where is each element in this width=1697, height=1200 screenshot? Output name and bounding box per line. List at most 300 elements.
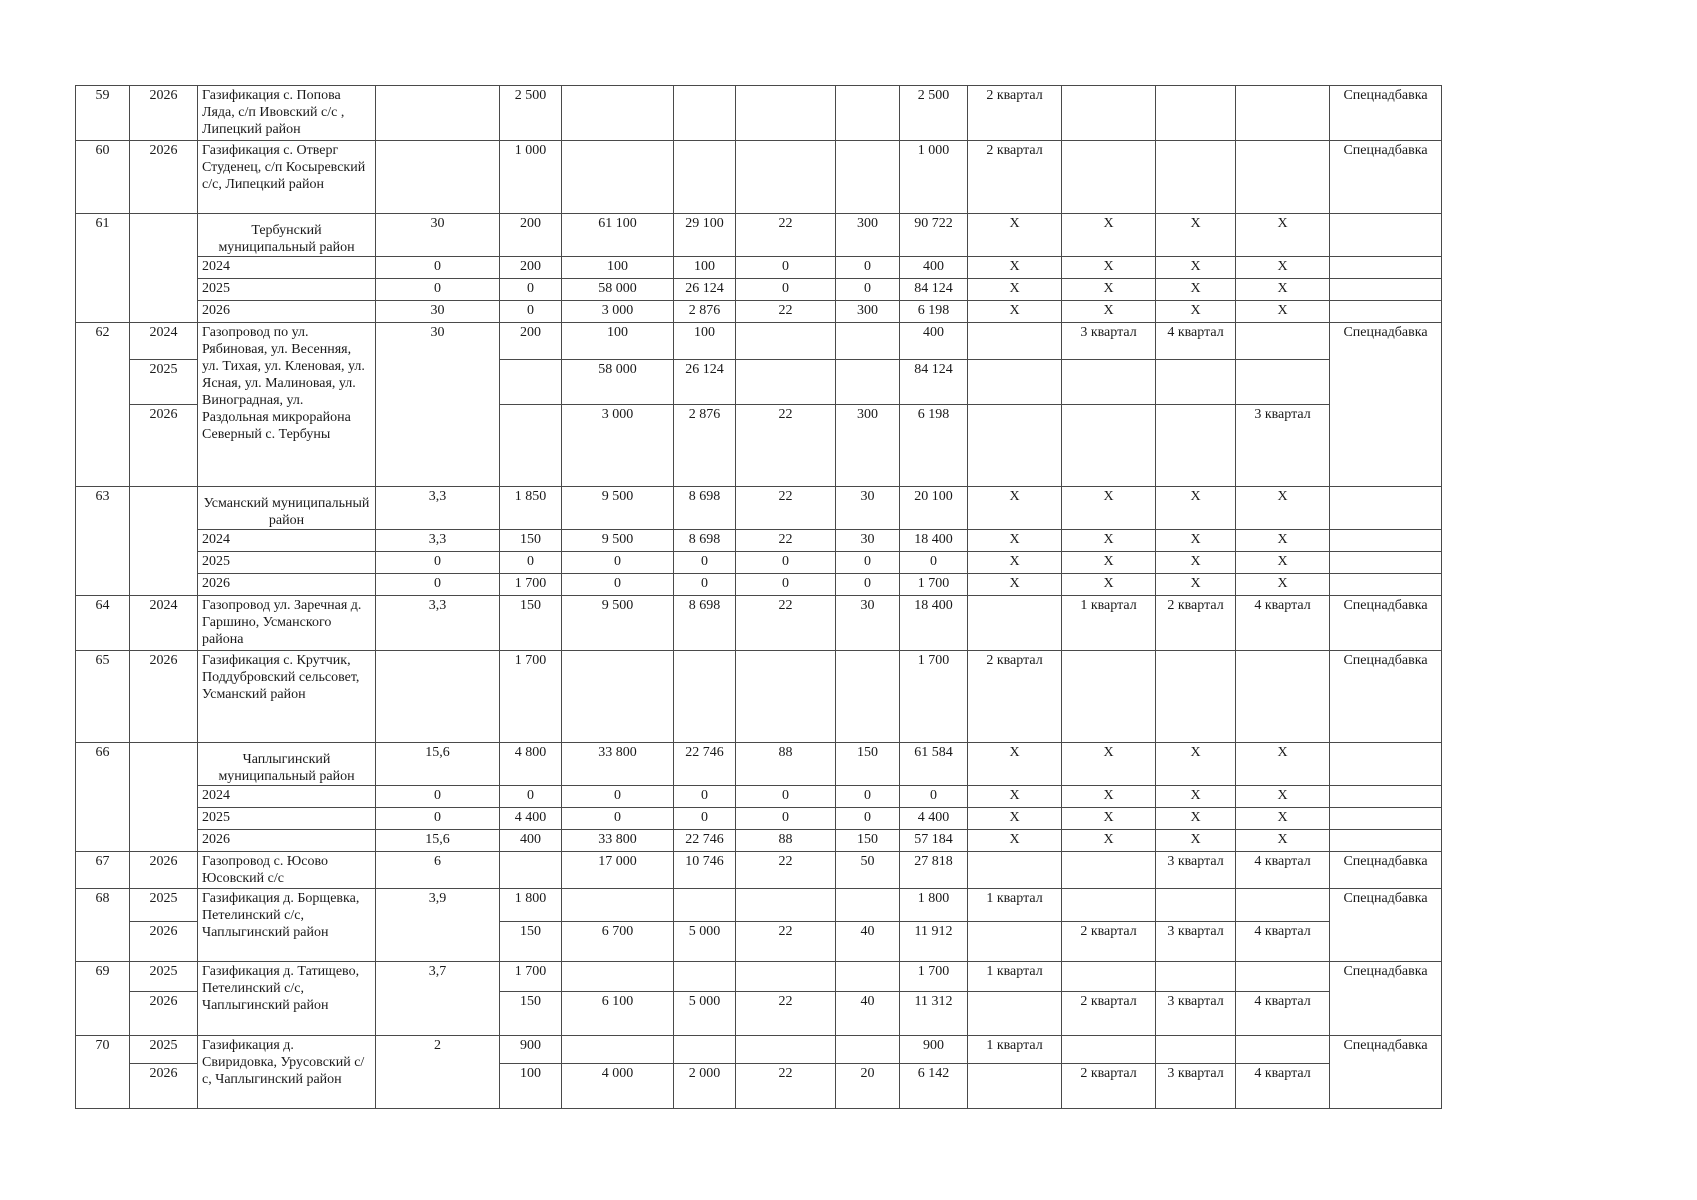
project-name-cell: Газификация д. Свиридовка, Урусовский с/с, Чаплыгинский район [198,1036,376,1109]
quarter-cell [1062,86,1156,141]
quarter-cell [1236,962,1330,992]
quarter-cell: 2 квартал [1062,922,1156,962]
value-cell: 0 [562,808,674,830]
note-cell: Спецнадбавка [1330,651,1442,743]
value-cell [674,1036,736,1064]
quarter-cell [968,596,1062,651]
municipal-year-row [76,301,1442,323]
value-cell: 0 [500,552,562,574]
value-cell [500,852,562,889]
quarter-cell: 3 квартал [1062,323,1156,360]
project-row [76,86,1442,141]
quarter-cell [1062,405,1156,487]
value-cell: 100 [674,257,736,279]
value-cell [736,323,836,360]
value-cell: 1 700 [900,962,968,992]
value-cell: 22 [736,405,836,487]
quarter-cell: 3 квартал [1156,992,1236,1036]
value-cell [836,86,900,141]
value-cell: 22 [736,530,836,552]
municipal-summary-row [76,743,1442,786]
value-cell: 30 [376,301,500,323]
value-cell: Х [968,214,1062,257]
year-cell: 2025 [130,1036,198,1064]
quarter-cell: 4 квартал [1156,323,1236,360]
quarter-cell [1156,86,1236,141]
value-cell: 0 [674,574,736,596]
value-cell: 50 [836,852,900,889]
municipal-year-row [76,574,1442,596]
value-cell [736,141,836,214]
value-cell [562,889,674,922]
year-cell [130,743,198,852]
value-cell: 58 000 [562,279,674,301]
year-cell: 2026 [130,86,198,141]
length-cell [376,86,500,141]
value-cell: 1 700 [500,651,562,743]
value-cell: 0 [500,279,562,301]
quarter-cell [968,1064,1062,1109]
value-cell [674,86,736,141]
quarter-cell [1156,141,1236,214]
value-cell: Х [1236,786,1330,808]
value-cell: 900 [500,1036,562,1064]
note-cell: Спецнадбавка [1330,323,1442,487]
length-cell [376,651,500,743]
value-cell: 150 [836,743,900,786]
quarter-cell [1156,1036,1236,1064]
note-cell: Спецнадбавка [1330,889,1442,962]
row-number-cell: 68 [76,889,130,962]
value-cell: 3,3 [376,530,500,552]
note-cell [1330,786,1442,808]
municipal-year-row [76,530,1442,552]
quarter-cell [1062,962,1156,992]
quarter-cell [1236,323,1330,360]
value-cell: Х [1062,487,1156,530]
value-cell: 61 100 [562,214,674,257]
value-cell: 0 [500,786,562,808]
quarter-cell: 3 квартал [1156,922,1236,962]
value-cell [736,889,836,922]
value-cell: Х [968,301,1062,323]
quarter-cell [968,323,1062,360]
value-cell: 22 [736,1064,836,1109]
value-cell: 0 [736,552,836,574]
value-cell: 84 124 [900,279,968,301]
value-cell: 11 912 [900,922,968,962]
value-cell: Х [1156,487,1236,530]
quarter-cell: 2 квартал [968,651,1062,743]
value-cell: Х [968,487,1062,530]
value-cell: 1 000 [900,141,968,214]
value-cell: 9 500 [562,596,674,651]
value-cell: 5 000 [674,992,736,1036]
gasification-table [75,85,1442,1109]
value-cell: 0 [836,786,900,808]
value-cell: 2 500 [900,86,968,141]
value-cell: 8 698 [674,487,736,530]
value-cell [500,360,562,405]
value-cell: 0 [376,574,500,596]
value-cell: 18 400 [900,596,968,651]
quarter-cell: 2 квартал [1062,1064,1156,1109]
value-cell: 0 [562,786,674,808]
quarter-cell: 3 квартал [1156,1064,1236,1109]
value-cell: 3,3 [376,487,500,530]
value-cell: Х [1062,530,1156,552]
value-cell: 10 746 [674,852,736,889]
municipal-summary-row [76,214,1442,257]
value-cell: 0 [836,552,900,574]
year-cell: 2026 [130,1064,198,1109]
value-cell: 0 [674,786,736,808]
value-cell: 300 [836,405,900,487]
value-cell [836,889,900,922]
value-cell: 58 000 [562,360,674,405]
value-cell: Х [1062,279,1156,301]
project-name-cell: Газификация с. Крутчик, Поддубровский сельсовет, Усманский район [198,651,376,743]
note-cell [1330,214,1442,257]
value-cell: 0 [836,257,900,279]
quarter-cell: 4 квартал [1236,852,1330,889]
sub-year-cell: 2024 [198,530,376,552]
value-cell: 0 [376,552,500,574]
value-cell: Х [1236,574,1330,596]
quarter-cell [1156,405,1236,487]
value-cell [836,360,900,405]
value-cell: 0 [736,808,836,830]
quarter-cell [1062,852,1156,889]
year-cell: 2025 [130,360,198,405]
year-cell [130,214,198,323]
quarter-cell: 3 квартал [1236,405,1330,487]
row-number-cell: 64 [76,596,130,651]
quarter-cell [968,405,1062,487]
value-cell: 29 100 [674,214,736,257]
year-cell: 2026 [130,405,198,487]
value-cell: 0 [736,257,836,279]
value-cell: 0 [736,574,836,596]
value-cell: Х [968,808,1062,830]
quarter-cell [1062,360,1156,405]
quarter-cell [1236,86,1330,141]
quarter-cell [1062,651,1156,743]
value-cell: 2 876 [674,405,736,487]
value-cell: 40 [836,922,900,962]
sub-year-cell: 2026 [198,574,376,596]
value-cell: 0 [836,574,900,596]
note-cell [1330,574,1442,596]
value-cell: 0 [900,786,968,808]
value-cell: Х [1156,214,1236,257]
value-cell: 90 722 [900,214,968,257]
project-row [76,141,1442,214]
value-cell: 22 [736,992,836,1036]
quarter-cell: 1 квартал [968,1036,1062,1064]
sub-year-cell: 2025 [198,808,376,830]
municipal-name-cell: Тербунский муниципальный район [198,214,376,257]
value-cell: 18 400 [900,530,968,552]
value-cell: Х [1062,214,1156,257]
value-cell: 200 [500,257,562,279]
value-cell: 2 000 [674,1064,736,1109]
value-cell: 4 400 [900,808,968,830]
note-cell [1330,530,1442,552]
value-cell: 0 [376,808,500,830]
value-cell: 4 000 [562,1064,674,1109]
value-cell: Х [1156,786,1236,808]
value-cell [562,1036,674,1064]
value-cell [836,1036,900,1064]
value-cell: 150 [500,992,562,1036]
quarter-cell [1236,1036,1330,1064]
value-cell: Х [968,574,1062,596]
value-cell: 300 [836,214,900,257]
value-cell: 22 [736,487,836,530]
value-cell: Х [1156,279,1236,301]
row-number-cell: 59 [76,86,130,141]
value-cell: Х [1156,830,1236,852]
length-cell: 2 [376,1036,500,1109]
value-cell [736,360,836,405]
year-cell: 2025 [130,889,198,922]
note-cell [1330,257,1442,279]
quarter-cell [968,922,1062,962]
value-cell: 0 [674,552,736,574]
quarter-cell [1156,889,1236,922]
value-cell: 0 [736,786,836,808]
value-cell: Х [968,530,1062,552]
value-cell: Х [1156,574,1236,596]
year-cell: 2024 [130,596,198,651]
municipal-year-row [76,279,1442,301]
project-row [76,962,1442,992]
value-cell: 40 [836,992,900,1036]
value-cell: 900 [900,1036,968,1064]
year-cell: 2025 [130,962,198,992]
value-cell [836,962,900,992]
value-cell: Х [968,552,1062,574]
value-cell: 150 [500,530,562,552]
value-cell: 27 818 [900,852,968,889]
row-number-cell: 60 [76,141,130,214]
value-cell: 1 000 [500,141,562,214]
quarter-cell [968,852,1062,889]
project-row [76,596,1442,651]
quarter-cell: 2 квартал [968,141,1062,214]
value-cell: Х [1156,808,1236,830]
quarter-cell [1062,1036,1156,1064]
quarter-cell: 4 квартал [1236,922,1330,962]
value-cell [562,651,674,743]
value-cell: 30 [376,214,500,257]
quarter-cell [1062,889,1156,922]
value-cell: Х [968,257,1062,279]
value-cell: 400 [900,323,968,360]
project-name-cell: Газопровод ул. Заречная д. Гаршино, Усманского района [198,596,376,651]
value-cell: 1 700 [500,574,562,596]
value-cell [500,405,562,487]
value-cell: 5 000 [674,922,736,962]
value-cell: 150 [836,830,900,852]
value-cell: 0 [376,279,500,301]
quarter-cell [1156,360,1236,405]
value-cell: 1 700 [500,962,562,992]
value-cell: Х [1236,487,1330,530]
municipal-year-row [76,808,1442,830]
value-cell: Х [1236,830,1330,852]
row-number-cell: 61 [76,214,130,323]
table-body [76,86,1442,1109]
value-cell: 2 500 [500,86,562,141]
sub-year-cell: 2025 [198,279,376,301]
value-cell: 57 184 [900,830,968,852]
note-cell: Спецнадбавка [1330,141,1442,214]
value-cell: 88 [736,743,836,786]
sub-year-cell: 2024 [198,257,376,279]
value-cell: Х [1236,530,1330,552]
year-cell: 2026 [130,852,198,889]
row-number-cell: 62 [76,323,130,487]
value-cell: 100 [562,257,674,279]
value-cell: 1 800 [900,889,968,922]
quarter-cell: 1 квартал [968,962,1062,992]
project-name-cell: Газопровод по ул. Рябиновая, ул. Весенняя, ул. Тихая, ул. Кленовая, ул. Ясная, ул. Малиновая, ул. Виноградная, ул. Раздольная микрорайона Северный с. Тербуны [198,323,376,487]
value-cell: 0 [836,279,900,301]
note-cell [1330,552,1442,574]
municipal-year-row [76,257,1442,279]
value-cell: 150 [500,922,562,962]
row-number-cell: 67 [76,852,130,889]
value-cell: 20 [836,1064,900,1109]
project-row [76,651,1442,743]
value-cell: Х [968,279,1062,301]
value-cell: Х [1236,743,1330,786]
value-cell: 0 [562,574,674,596]
value-cell: 22 [736,852,836,889]
value-cell: 8 698 [674,596,736,651]
value-cell: Х [1236,279,1330,301]
value-cell: 84 124 [900,360,968,405]
value-cell: 2 876 [674,301,736,323]
value-cell: 26 124 [674,279,736,301]
note-cell [1330,808,1442,830]
value-cell [674,141,736,214]
sub-year-cell: 2026 [198,301,376,323]
municipal-name-cell: Чаплыгинский муниципальный район [198,743,376,786]
note-cell: Спецнадбавка [1330,86,1442,141]
value-cell: Х [1236,214,1330,257]
value-cell [562,86,674,141]
quarter-cell: 2 квартал [1062,992,1156,1036]
value-cell: 9 500 [562,487,674,530]
length-cell: 30 [376,323,500,487]
value-cell: 400 [900,257,968,279]
value-cell: 0 [900,552,968,574]
year-cell: 2026 [130,992,198,1036]
value-cell: 100 [674,323,736,360]
value-cell: Х [1062,830,1156,852]
quarter-cell [1236,360,1330,405]
value-cell: Х [1156,530,1236,552]
quarter-cell [1236,889,1330,922]
row-number-cell: 69 [76,962,130,1036]
municipal-year-row [76,786,1442,808]
value-cell: Х [968,830,1062,852]
value-cell: 30 [836,487,900,530]
note-cell [1330,487,1442,530]
value-cell: 0 [562,552,674,574]
value-cell: Х [1156,743,1236,786]
value-cell: Х [1156,552,1236,574]
value-cell: 22 [736,922,836,962]
value-cell: 22 [736,214,836,257]
year-cell: 2026 [130,651,198,743]
value-cell: Х [1236,552,1330,574]
quarter-cell [1236,651,1330,743]
value-cell: 6 198 [900,301,968,323]
value-cell: 61 584 [900,743,968,786]
row-number-cell: 70 [76,1036,130,1109]
value-cell: Х [1062,574,1156,596]
value-cell: 15,6 [376,743,500,786]
quarter-cell [968,992,1062,1036]
sub-year-cell: 2024 [198,786,376,808]
value-cell: 11 312 [900,992,968,1036]
value-cell: Х [1062,301,1156,323]
note-cell: Спецнадбавка [1330,1036,1442,1109]
value-cell: Х [1062,552,1156,574]
project-name-cell: Газификация д. Борщевка, Петелинский с/с, Чаплыгинский район [198,889,376,962]
value-cell: Х [1236,301,1330,323]
value-cell [736,1036,836,1064]
value-cell: 3 000 [562,405,674,487]
value-cell: 0 [674,808,736,830]
project-row [76,889,1442,922]
value-cell: Х [1236,257,1330,279]
year-cell [130,487,198,596]
quarter-cell: 2 квартал [1156,596,1236,651]
value-cell [562,962,674,992]
value-cell: 26 124 [674,360,736,405]
value-cell: 100 [562,323,674,360]
value-cell: 1 800 [500,889,562,922]
value-cell [836,141,900,214]
value-cell: Х [1236,808,1330,830]
quarter-cell [1236,141,1330,214]
value-cell: 3 000 [562,301,674,323]
value-cell: 400 [500,830,562,852]
sub-year-cell: 2026 [198,830,376,852]
value-cell: 30 [836,530,900,552]
quarter-cell [1062,141,1156,214]
value-cell [736,86,836,141]
length-cell: 3,7 [376,962,500,1036]
value-cell: 0 [836,808,900,830]
value-cell: 0 [376,786,500,808]
value-cell: Х [968,743,1062,786]
value-cell: Х [968,786,1062,808]
quarter-cell: 1 квартал [1062,596,1156,651]
value-cell: 4 400 [500,808,562,830]
value-cell: 6 100 [562,992,674,1036]
project-row [76,1036,1442,1064]
value-cell: 17 000 [562,852,674,889]
quarter-cell: 4 квартал [1236,992,1330,1036]
quarter-cell: 3 квартал [1156,852,1236,889]
value-cell: 33 800 [562,830,674,852]
